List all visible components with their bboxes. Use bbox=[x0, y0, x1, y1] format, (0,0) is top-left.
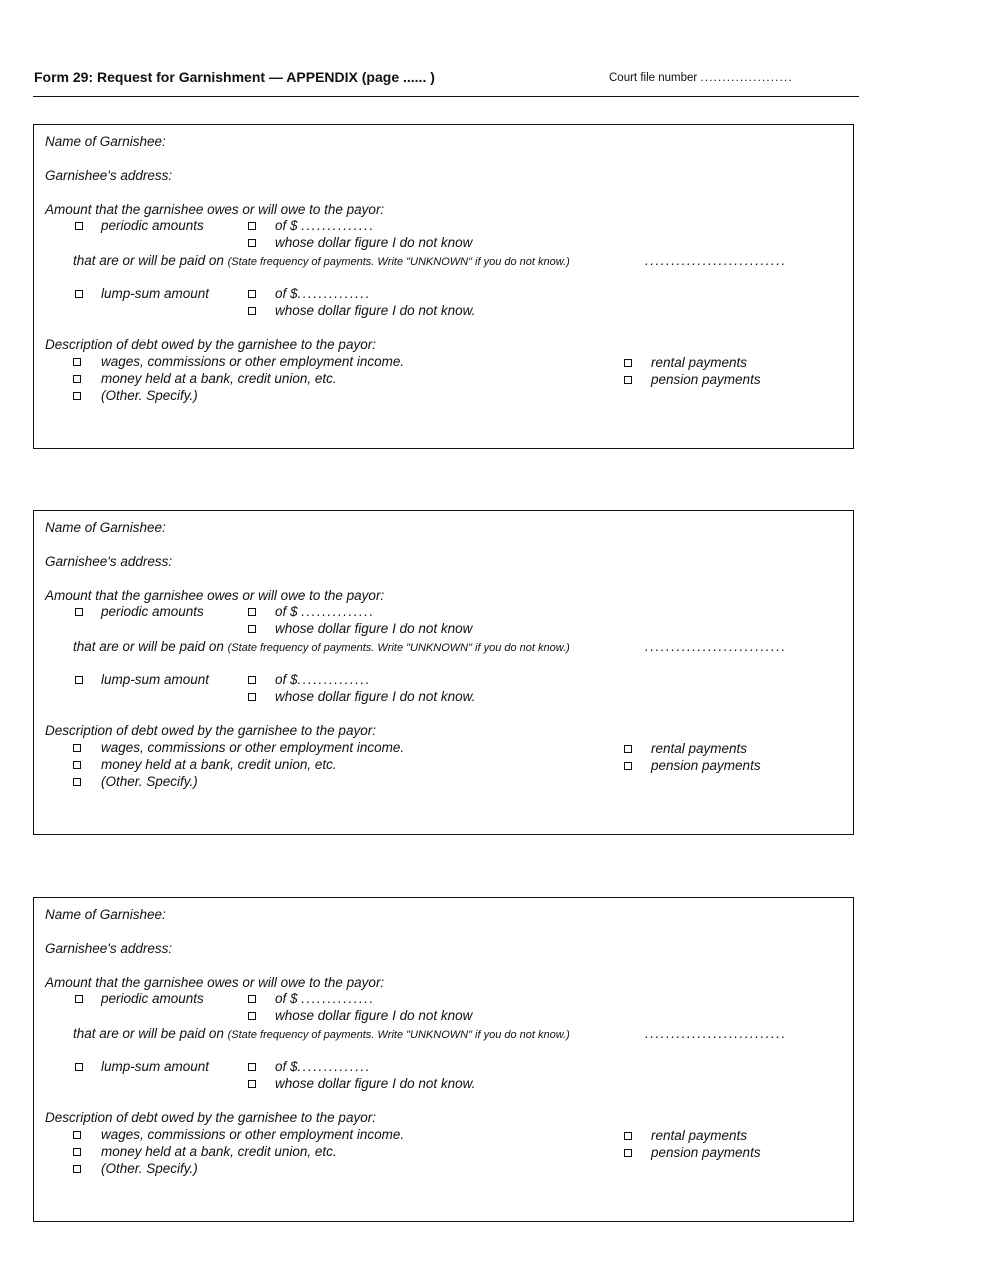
rental-payments-label: rental payments bbox=[651, 1128, 748, 1143]
description-of-debt-label: Description of debt owed by the garnishee to the payor: bbox=[45, 337, 376, 352]
garnishee-box-3 bbox=[33, 897, 854, 1222]
periodic-of-dollars-label: of $ .............. bbox=[275, 991, 375, 1006]
lump-of-dollars-label: of $.............. bbox=[275, 1059, 372, 1074]
periodic-unknown-figure-checkbox[interactable] bbox=[248, 239, 256, 247]
periodic-of-dollars-label: of $ .............. bbox=[275, 604, 375, 619]
money-held-checkbox[interactable] bbox=[73, 1148, 81, 1156]
amount-owed-label: Amount that the garnishee owes or will owe to the payor: bbox=[45, 202, 385, 217]
lump-sum-label: lump-sum amount bbox=[101, 672, 210, 687]
garnishee-box-1 bbox=[33, 124, 854, 449]
lump-amount-field[interactable]: .............. bbox=[297, 286, 372, 301]
other-specify-checkbox[interactable] bbox=[73, 392, 81, 400]
periodic-unknown-figure-label: whose dollar figure I do not know bbox=[275, 1008, 473, 1023]
lump-sum-label: lump-sum amount bbox=[101, 1059, 210, 1074]
lump-unknown-figure-label: whose dollar figure I do not know. bbox=[275, 1076, 476, 1091]
wages-checkbox[interactable] bbox=[73, 1131, 81, 1139]
rental-payments-checkbox[interactable] bbox=[624, 745, 632, 753]
periodic-amount-field[interactable]: .............. bbox=[301, 218, 375, 233]
money-held-label: money held at a bank, credit union, etc. bbox=[101, 1144, 337, 1159]
lump-unknown-figure-checkbox[interactable] bbox=[248, 307, 256, 315]
rental-payments-checkbox[interactable] bbox=[624, 1132, 632, 1140]
garnishee-address-label: Garnishee's address: bbox=[45, 941, 173, 956]
wages-checkbox[interactable] bbox=[73, 358, 81, 366]
paid-on-note: (State frequency of payments. Write "UNKNOWN" if you do not know.) bbox=[227, 1029, 570, 1041]
money-held-checkbox[interactable] bbox=[73, 375, 81, 383]
name-of-garnishee-label: Name of Garnishee: bbox=[45, 907, 166, 922]
lump-of-dollars-checkbox[interactable] bbox=[248, 676, 256, 684]
lump-of-dollars-label: of $.............. bbox=[275, 286, 372, 301]
rental-payments-checkbox[interactable] bbox=[624, 359, 632, 367]
paid-on-label: that are or will be paid on (State frequency of payments. Write "UNKNOWN" if you do not know.) bbox=[73, 639, 570, 654]
periodic-unknown-figure-checkbox[interactable] bbox=[248, 1012, 256, 1020]
paid-on-note: (State frequency of payments. Write "UNKNOWN" if you do not know.) bbox=[227, 256, 570, 268]
periodic-unknown-figure-label: whose dollar figure I do not know bbox=[275, 235, 473, 250]
wages-label: wages, commissions or other employment income. bbox=[101, 740, 405, 755]
pension-payments-label: pension payments bbox=[651, 372, 761, 387]
periodic-unknown-figure-checkbox[interactable] bbox=[248, 625, 256, 633]
periodic-of-dollars-label: of $ .............. bbox=[275, 218, 375, 233]
rental-payments-label: rental payments bbox=[651, 741, 748, 756]
payment-frequency-field[interactable]: ........................... bbox=[645, 639, 787, 654]
wages-checkbox[interactable] bbox=[73, 744, 81, 752]
periodic-amounts-label: periodic amounts bbox=[101, 218, 204, 233]
periodic-amount-field[interactable]: .............. bbox=[301, 604, 375, 619]
wages-label: wages, commissions or other employment income. bbox=[101, 354, 405, 369]
payment-frequency-field[interactable]: ........................... bbox=[645, 1026, 787, 1041]
lump-amount-field[interactable]: .............. bbox=[297, 1059, 372, 1074]
paid-on-label: that are or will be paid on (State frequency of payments. Write "UNKNOWN" if you do not know.) bbox=[73, 253, 570, 268]
periodic-of-dollars-checkbox[interactable] bbox=[248, 995, 256, 1003]
pension-payments-checkbox[interactable] bbox=[624, 762, 632, 770]
other-specify-checkbox[interactable] bbox=[73, 1165, 81, 1173]
lump-amount-field[interactable]: .............. bbox=[297, 672, 372, 687]
garnishee-address-label: Garnishee's address: bbox=[45, 554, 173, 569]
form-title: Form 29: Request for Garnishment — APPENDIX (page ...... ) bbox=[34, 69, 435, 85]
periodic-amounts-checkbox[interactable] bbox=[75, 995, 83, 1003]
lump-of-dollars-checkbox[interactable] bbox=[248, 290, 256, 298]
periodic-of-dollars-checkbox[interactable] bbox=[248, 608, 256, 616]
money-held-checkbox[interactable] bbox=[73, 761, 81, 769]
lump-unknown-figure-label: whose dollar figure I do not know. bbox=[275, 303, 476, 318]
periodic-amounts-checkbox[interactable] bbox=[75, 608, 83, 616]
other-specify-label: (Other. Specify.) bbox=[101, 1161, 198, 1176]
payment-frequency-field[interactable]: ........................... bbox=[645, 253, 787, 268]
name-of-garnishee-label: Name of Garnishee: bbox=[45, 520, 166, 535]
court-file-number bbox=[609, 72, 793, 84]
money-held-label: money held at a bank, credit union, etc. bbox=[101, 757, 337, 772]
description-of-debt-label: Description of debt owed by the garnishee to the payor: bbox=[45, 723, 376, 738]
lump-unknown-figure-checkbox[interactable] bbox=[248, 1080, 256, 1088]
court-file-field[interactable]: ..................... bbox=[700, 72, 793, 84]
other-specify-label: (Other. Specify.) bbox=[101, 774, 198, 789]
name-of-garnishee-label: Name of Garnishee: bbox=[45, 134, 166, 149]
lump-unknown-figure-label: whose dollar figure I do not know. bbox=[275, 689, 476, 704]
pension-payments-label: pension payments bbox=[651, 1145, 761, 1160]
pension-payments-label: pension payments bbox=[651, 758, 761, 773]
periodic-amount-field[interactable]: .............. bbox=[301, 991, 375, 1006]
lump-sum-label: lump-sum amount bbox=[101, 286, 210, 301]
wages-label: wages, commissions or other employment income. bbox=[101, 1127, 405, 1142]
lump-of-dollars-label: of $.............. bbox=[275, 672, 372, 687]
other-specify-checkbox[interactable] bbox=[73, 778, 81, 786]
amount-owed-label: Amount that the garnishee owes or will owe to the payor: bbox=[45, 588, 385, 603]
amount-owed-label: Amount that the garnishee owes or will owe to the payor: bbox=[45, 975, 385, 990]
periodic-of-dollars-checkbox[interactable] bbox=[248, 222, 256, 230]
rental-payments-label: rental payments bbox=[651, 355, 748, 370]
paid-on-note: (State frequency of payments. Write "UNKNOWN" if you do not know.) bbox=[227, 642, 570, 654]
lump-sum-checkbox[interactable] bbox=[75, 676, 83, 684]
periodic-amounts-label: periodic amounts bbox=[101, 991, 204, 1006]
lump-sum-checkbox[interactable] bbox=[75, 1063, 83, 1071]
paid-on-label: that are or will be paid on (State frequency of payments. Write "UNKNOWN" if you do not know.) bbox=[73, 1026, 570, 1041]
pension-payments-checkbox[interactable] bbox=[624, 376, 632, 384]
description-of-debt-label: Description of debt owed by the garnishee to the payor: bbox=[45, 1110, 376, 1125]
court-file-label: Court file number bbox=[609, 72, 698, 84]
money-held-label: money held at a bank, credit union, etc. bbox=[101, 371, 337, 386]
header-rule bbox=[33, 96, 859, 97]
lump-of-dollars-checkbox[interactable] bbox=[248, 1063, 256, 1071]
garnishee-address-label: Garnishee's address: bbox=[45, 168, 173, 183]
other-specify-label: (Other. Specify.) bbox=[101, 388, 198, 403]
pension-payments-checkbox[interactable] bbox=[624, 1149, 632, 1157]
periodic-amounts-checkbox[interactable] bbox=[75, 222, 83, 230]
lump-unknown-figure-checkbox[interactable] bbox=[248, 693, 256, 701]
periodic-amounts-label: periodic amounts bbox=[101, 604, 204, 619]
garnishee-box-2 bbox=[33, 510, 854, 835]
periodic-unknown-figure-label: whose dollar figure I do not know bbox=[275, 621, 473, 636]
lump-sum-checkbox[interactable] bbox=[75, 290, 83, 298]
